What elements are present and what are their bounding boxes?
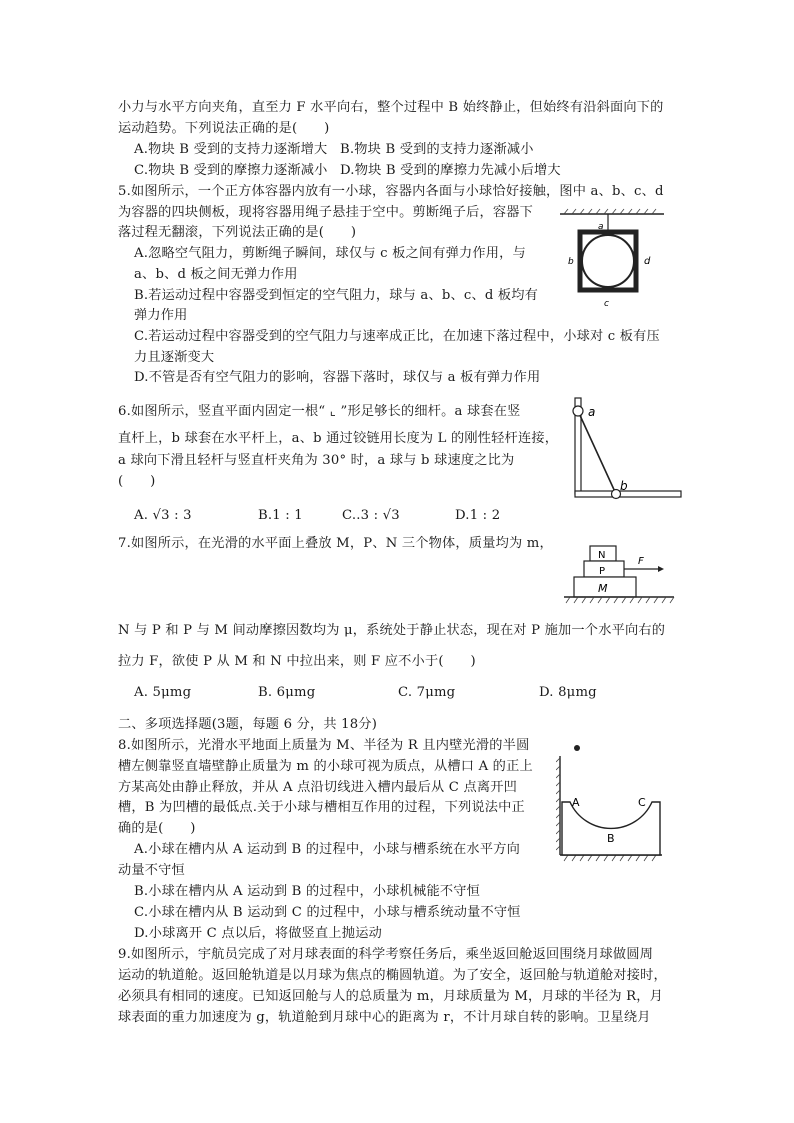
q5-option-b-line2: 弹力作用	[134, 308, 188, 323]
q9-text-line3: 必须具有相同的速度。已知返回舱与人的总质量为 m，月球质量为 M，月球的半径为 R，月	[118, 989, 664, 1004]
label-m: M	[598, 582, 608, 595]
q8-text-line2: 槽左侧靠竖直墙壁静止质量为 m 的小球可视为质点，从槽口 A 的正上	[118, 759, 533, 774]
q8-option-a-line2: 动量不守恒	[118, 863, 185, 878]
force-arrow-head	[658, 566, 664, 572]
q5-text-line1: 5.如图所示，一个正方体容器内放有一小球，容器内各面与小球恰好接触，图中 a、b、c、d	[118, 184, 664, 199]
q7-option-b: B. 6μmg	[258, 685, 316, 700]
ground-hatch	[564, 855, 656, 861]
ball-a	[573, 406, 583, 416]
q8-option-b: B.小球在槽内从 A 运动到 B 的过程中，小球机械能不守恒	[134, 884, 480, 899]
q7-option-c: C. 7μmg	[398, 685, 456, 700]
q8-option-a-line1: A.小球在槽内从 A 运动到 B 的过程中，小球与槽系统在水平方向	[134, 842, 520, 857]
cube-container	[580, 232, 636, 290]
small-ball	[574, 745, 580, 751]
semicircular-groove	[562, 802, 660, 855]
q5-container-figure	[558, 208, 668, 312]
q5-option-a-line2: a、b、d 板之间无弹力作用	[134, 267, 298, 282]
q5-option-a-line1: A.忽略空气阻力，剪断绳子瞬间，球仅与 c 板之间有弹力作用，与	[134, 246, 526, 261]
q6-text-line2: 直杆上，b 球套在水平杆上，a、b 通过铰链用长度为 L 的刚性轻杆连接，	[118, 431, 559, 446]
q7-option-a: A. 5μmg	[134, 685, 192, 700]
q8-text-line3: 方某高处由静止释放，并从 A 点沿切线进入槽内最后从 C 点离开凹	[118, 780, 518, 795]
label-a: a	[598, 222, 604, 232]
q5-option-d: D.不管是否有空气阻力的影响，容器下落时，球仅与 a 板有弹力作用	[134, 370, 541, 385]
q6-text-line1: 6.如图所示，竖直平面内固定一根“ ⌞ ”形足够长的细杆。a 球套在竖	[118, 404, 521, 419]
label-a: A	[572, 796, 580, 809]
q8-text-line4: 槽，B 为凹槽的最低点.关于小球与槽相互作用的过程，下列说法中正	[118, 800, 525, 815]
q4-option-b: B.物块 B 受到的支持力逐渐减小	[340, 142, 534, 157]
q8-text-line1: 8.如图所示，光滑水平地面上质量为 M、半径为 R 且内壁光滑的半圆	[118, 738, 530, 753]
q8-option-c: C.小球在槽内从 B 运动到 C 的过程中，小球与槽系统动量不守恒	[134, 905, 521, 920]
q6-option-d: D.1 : 2	[455, 508, 501, 523]
q7-text-line2: N 与 P 和 P 与 M 间动摩擦因数均为 μ，系统处于静止状态，现在对 P 施加一个水平向右的	[118, 623, 666, 638]
q6-text-line3: a 球向下滑且轻杆与竖直杆夹角为 30° 时，a 球与 b 球速度之比为	[118, 453, 515, 468]
q4-text-line1: 小力与水平方向夹角，直至力 F 水平向右，整个过程中 B 始终静止，但始终有沿斜面向下的	[118, 100, 664, 115]
q9-text-line1: 9.如图所示，宇航员完成了对月球表面的科学考察任务后，乘坐返回舱返回围绕月球做圆周	[118, 947, 654, 962]
q8-groove-figure	[556, 740, 668, 864]
q8-text-line5: 确的是( )	[118, 821, 196, 836]
q6-text-line4: ( )	[118, 474, 156, 489]
q4-option-a: A.物块 B 受到的支持力逐渐增大	[134, 142, 328, 157]
label-f: F	[638, 556, 644, 567]
label-n: N	[598, 550, 606, 561]
q4-text-line2: 运动趋势。下列说法正确的是( )	[118, 121, 330, 136]
q7-text-line3: 拉力 F，欲使 P 从 M 和 N 中拉出来，则 F 应不小于( )	[118, 654, 476, 669]
ball	[582, 235, 634, 287]
q6-option-c: C..3 : √3	[342, 508, 400, 523]
q5-option-b-line1: B.若运动过程中容器受到恒定的空气阻力，球与 a、b、c、d 板均有	[134, 288, 539, 303]
q7-text-line1: 7.如图所示，在光滑的水平面上叠放 M，P、N 三个物体，质量均为 m，	[118, 536, 553, 551]
label-d: d	[644, 256, 651, 267]
rigid-light-rod	[578, 411, 616, 494]
ground-hatch	[566, 597, 674, 603]
horizontal-rod	[575, 491, 681, 497]
section-heading: 二、多项选择题(3题，每题 6 分，共 18分)	[118, 717, 378, 732]
q5-text-line3: 落过程无翻滚，下列说法正确的是( )	[118, 225, 357, 240]
label-b: B	[607, 832, 615, 845]
q6-rod-figure	[566, 394, 686, 504]
label-b: b	[568, 257, 574, 267]
q4-option-c: C.物块 B 受到的摩擦力逐渐减小	[134, 163, 328, 178]
q7-option-d: D. 8μmg	[539, 685, 597, 700]
q4-option-d: D.物块 B 受到的摩擦力先减小后增大	[340, 163, 561, 178]
q8-option-d: D.小球离开 C 点以后，将做竖直上抛运动	[134, 926, 382, 941]
label-c: C	[638, 796, 646, 809]
q5-text-line2: 为容器的四块侧板，现将容器用绳子悬挂于空中。剪断绳子后，容器下	[118, 205, 534, 220]
q5-option-c-line1: C.若运动过程中容器受到的空气阻力与速率成正比，在加速下落过程中，小球对 c 板有压	[134, 329, 660, 344]
q7-stacked-blocks-figure	[560, 540, 680, 606]
q9-text-line4: 球表面的重力加速度为 g，轨道舱到月球中心的距离为 r，不计月球自转的影响。卫星绕月	[118, 1010, 651, 1025]
label-p: P	[599, 566, 606, 577]
q5-option-c-line2: 力且逐渐变大	[134, 350, 215, 365]
q6-option-b: B.1 : 1	[258, 508, 303, 523]
label-b: b	[620, 479, 628, 493]
q9-text-line2: 运动的轨道舱。返回舱轨道是以月球为焦点的椭圆轨道。为了安全，返回舱与轨道舱对接时，	[118, 968, 667, 983]
label-a: a	[588, 405, 596, 419]
q6-option-a: A. √3 : 3	[134, 508, 192, 523]
label-c: c	[604, 299, 609, 309]
